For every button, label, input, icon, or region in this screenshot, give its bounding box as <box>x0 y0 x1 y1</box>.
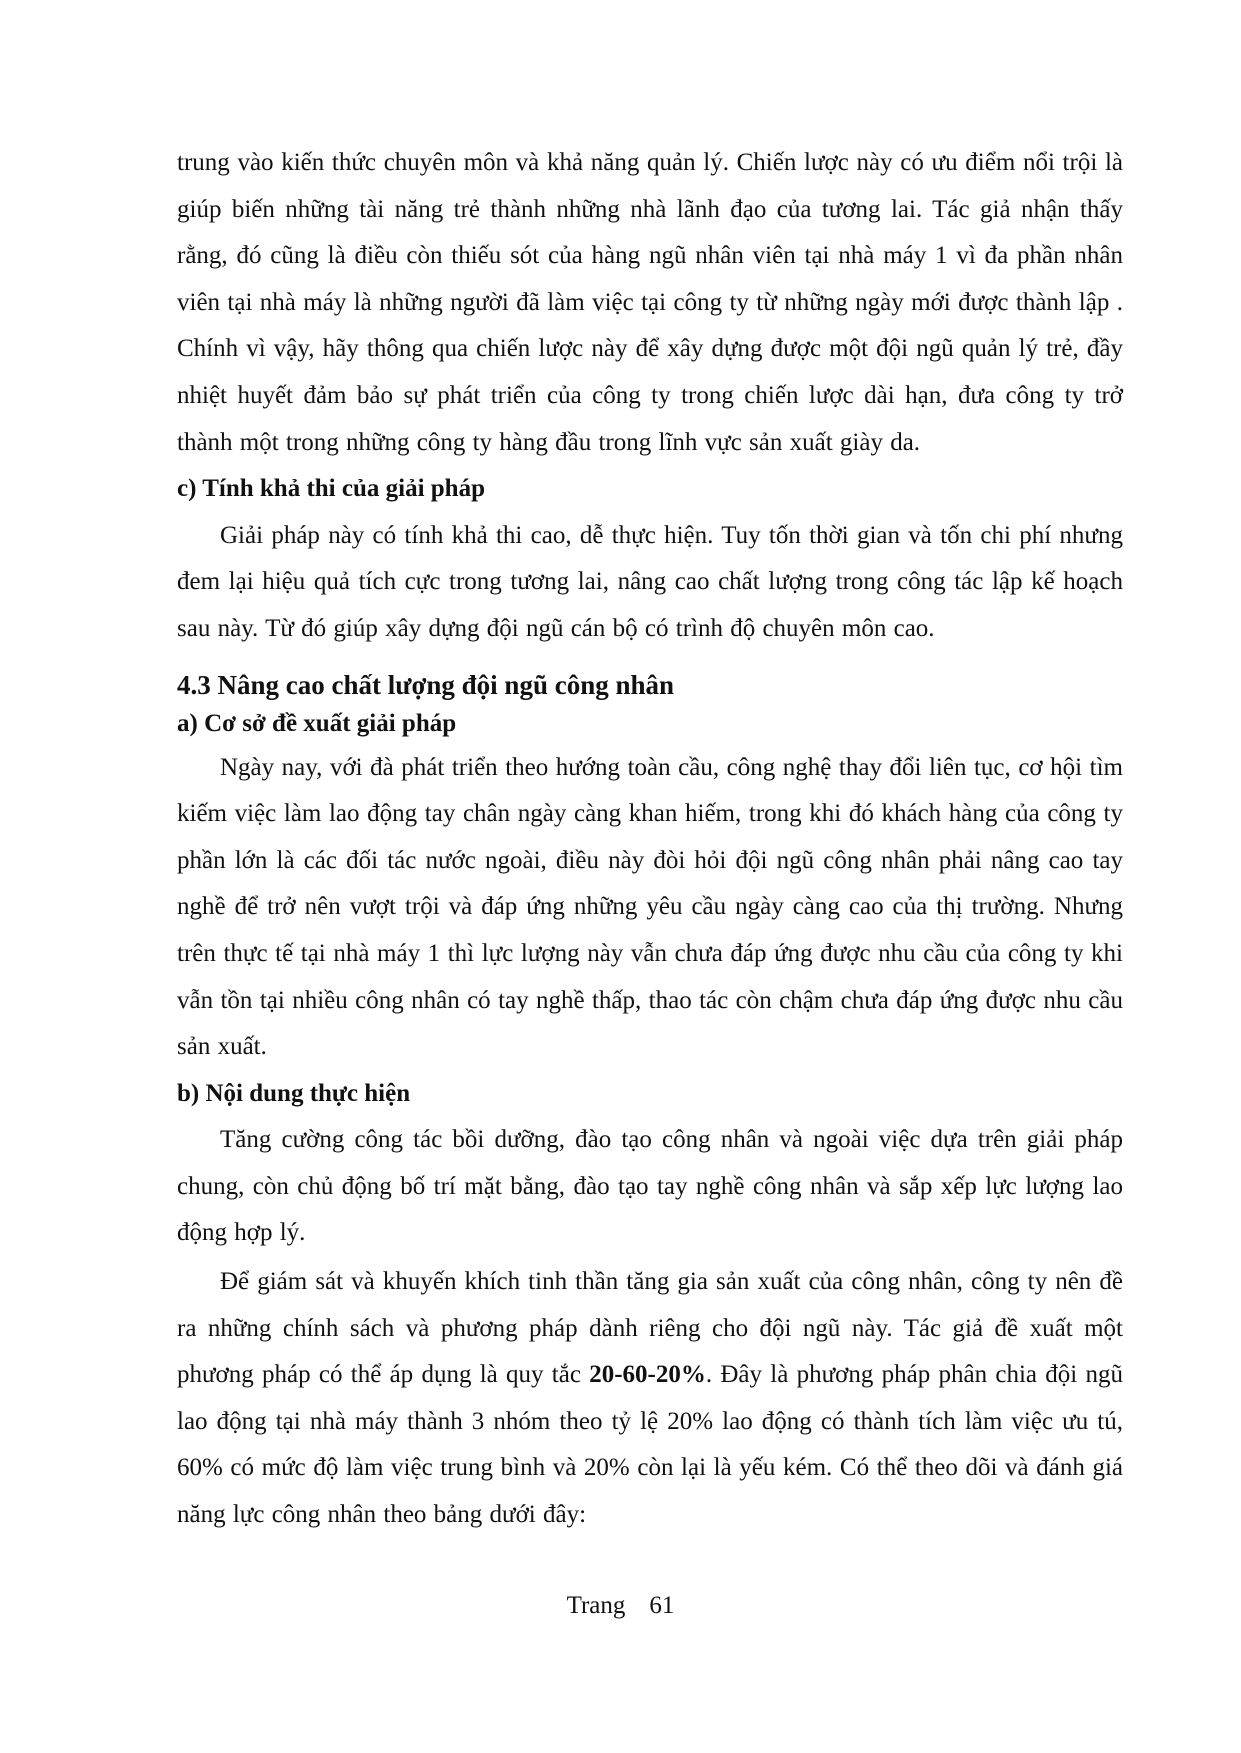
body-paragraph-rule <box>177 1259 1123 1539</box>
subheading-basis: a) Cơ sở đề xuất giải pháp <box>177 709 457 737</box>
body-paragraph: Giải pháp này có tính khả thi cao, dễ thực hiện. Tuy tốn thời gian và tốn chi phí nhưng đem lại hiệu quả tích cực trong tương lai, nâng cao chất lượng trong công tác lập kế hoạch sau này. Từ đó giúp xây dựng đội ngũ cán bộ có trình độ chuyên môn cao. <box>177 521 1123 642</box>
rule-text-before: Để giám sát và khuyến khích tinh thần tăng gia sản xuất của công nhân, công ty nên đề ra những chính sách và phương pháp dành riêng cho đội ngũ này. Tác giả đề xuất một phương pháp có thể áp dụng là quy tắc <box>177 1268 1123 1389</box>
page-number: 61 <box>649 1592 675 1619</box>
page-label: Trang <box>566 1592 626 1619</box>
body-paragraph: Tăng cường công tác bồi dưỡng, đào tạo công nhân và ngoài việc dựa trên giải pháp chung, còn chủ động bố trí mặt bằng, đào tạo tay nghề công nhân và sắp xếp lực lượng lao động hợp lý. <box>177 1126 1123 1247</box>
body-paragraph: Ngày nay, với đà phát triển theo hướng toàn cầu, công nghệ thay đổi liên tục, cơ hội tìm kiếm việc làm lao động tay chân ngày càng khan hiếm, trong khi đó khách hàng của công ty phần lớn là các đối tác nước ngoài, điều này đòi hỏi đội ngũ công nhân phải nâng cao tay nghề để trở nên vượt trội và đáp ứng những yêu cầu ngày càng cao của thị trường. Nhưng trên thực tế tại nhà máy 1 thì lực lượng này vẫn chưa đáp ứng được nhu cầu của công ty khi vẫn tồn tại nhiều công nhân có tay nghề thấp, thao tác còn chậm chưa đáp ứng được nhu cầu sản xuất. <box>177 753 1123 1061</box>
rule-text-after: . Đây là phương pháp phân chia đội ngũ lao động tại nhà máy thành 3 nhóm theo tỷ lệ 20% lao động có thành tích làm việc ưu tú, 60% có mức độ làm việc trung bình và 20% còn lại là yếu kém. Có thể theo dõi và đánh giá năng lực công nhân theo bảng dưới đây: <box>177 1361 1123 1529</box>
body-paragraph: trung vào kiến thức chuyên môn và khả năng quản lý. Chiến lược này có ưu điểm nổi trội là giúp biến những tài năng trẻ thành những nhà lãnh đạo của tương lai. Tác giả nhận thấy rằng, đó cũng là điều còn thiếu sót của hàng ngũ nhân viên tại nhà máy 1 vì đa phần nhân viên tại nhà máy là những người đã làm việc tại công ty từ những ngày mới được thành lập . Chính vì vậy, hãy thông qua chiến lược này để xây dựng được một đội ngũ quản lý trẻ, đầy nhiệt huyết đảm bảo sự phát triển của công ty trong chiến lược dài hạn, đưa công ty trở thành một trong những công ty hàng đầu trong lĩnh vực sản xuất giày da. <box>177 149 1123 456</box>
subheading-implementation: b) Nội dung thực hiện <box>177 1079 411 1107</box>
rule-highlight: 20-60-20% <box>589 1361 706 1389</box>
section-heading: 4.3 Nâng cao chất lượng đội ngũ công nhân <box>177 669 675 700</box>
subheading-feasibility: c) Tính khả thi của giải pháp <box>177 475 485 503</box>
page-content <box>177 140 1123 1539</box>
page-footer <box>0 1590 1241 1622</box>
